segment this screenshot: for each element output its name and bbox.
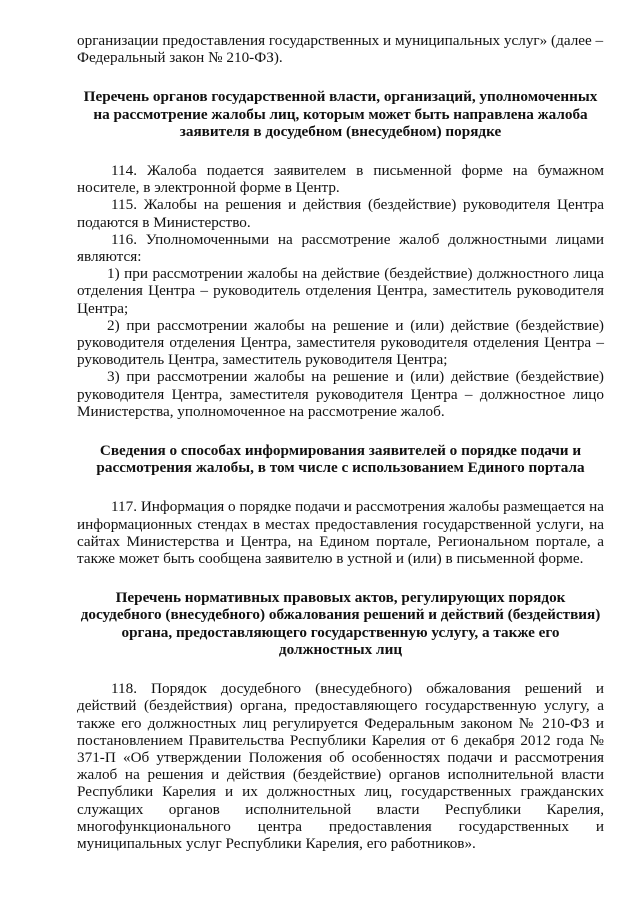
heading-line: рассмотрения жалобы, в том числе с использованием Единого портала xyxy=(96,459,585,477)
heading-regulatory-acts xyxy=(77,589,604,658)
heading-line: заявителя в досудебном (внесудебном) порядке xyxy=(179,122,502,140)
heading-line: Перечень нормативных правовых актов, регулирующих порядок xyxy=(115,589,566,607)
heading-line: Сведения о способах информирования заявителей о порядке подачи и xyxy=(99,442,582,460)
paragraph-117: 117. Информация о порядке подачи и рассмотрения жалобы размещается на информационных стендах в местах предоставления государственной услуги, на сайтах Министерства и Центра, на Едином портале, Региональном портале, а также может быть сообщена заявителю в устной и (или) в письменной форме. xyxy=(77,498,604,568)
document-page xyxy=(77,32,604,852)
heading-line: Перечень органов государственной власти, организаций, уполномоченных xyxy=(83,88,598,106)
paragraph-116-item-3: 3) при рассмотрении жалобы на решение и (или) действие (бездействие) руководителя Центра, заместителя руководителя Центра – должностное лицо Министерства, уполномоченное на рассмотрение жалоб. xyxy=(77,368,604,420)
paragraph-115: 115. Жалобы на решения и действия (бездействие) руководителя Центра подаются в Министерство. xyxy=(77,196,604,231)
heading-line: на рассмотрение жалобы лиц, которым может быть направлена жалоба xyxy=(93,105,588,123)
heading-line: должностных лиц xyxy=(278,640,403,658)
paragraph-116-item-1: 1) при рассмотрении жалобы на действие (бездействие) должностного лица отделения Центра – руководитель отделения Центра, заместитель руководителя Центра; xyxy=(77,265,604,317)
heading-complaint-authorities xyxy=(77,88,604,140)
heading-line: органа, предоставляющего государственную услугу, а также его xyxy=(121,623,560,641)
heading-line: досудебного (внесудебного) обжалования решений и действий (бездействия) xyxy=(80,606,601,624)
intro-line-2: Федеральный закон № 210-ФЗ). xyxy=(77,49,283,67)
heading-informing-applicants xyxy=(77,442,604,476)
paragraph-116: 116. Уполномоченными на рассмотрение жалоб должностными лицами являются: xyxy=(77,230,604,266)
intro-line-1: организации предоставления государственных и муниципальных услуг» (далее – xyxy=(77,32,604,49)
paragraph-114: 114. Жалоба подается заявителем в письменной форме на бумажном носителе, в электронной форме в Центр. xyxy=(77,162,604,197)
paragraph-118: 118. Порядок досудебного (внесудебного) обжалования решений и действий (бездействия) органа, предоставляющего государственную услугу, а также его должностных лиц регулируется Федеральным законом № 210-ФЗ и постановлением Правительства Республики Карелия от 6 декабря 2012 года № 371-П «Об утверждении Положения об особенностях подачи и рассмотрения жалоб на решения и действия (бездействие) органов исполнительной власти Республики Карелия и их должностных лиц, государственных гражданских служащих органов исполнительной власти Республики Карелия, многофункционального центра предоставления государственных и муниципальных услуг Республики Карелия, его работников». xyxy=(77,680,604,852)
paragraph-116-item-2: 2) при рассмотрении жалобы на решение и (или) действие (бездействие) руководителя отделения Центра, заместителя руководителя отделения Центра – руководитель Центра, заместитель руководителя Центра; xyxy=(77,316,604,369)
